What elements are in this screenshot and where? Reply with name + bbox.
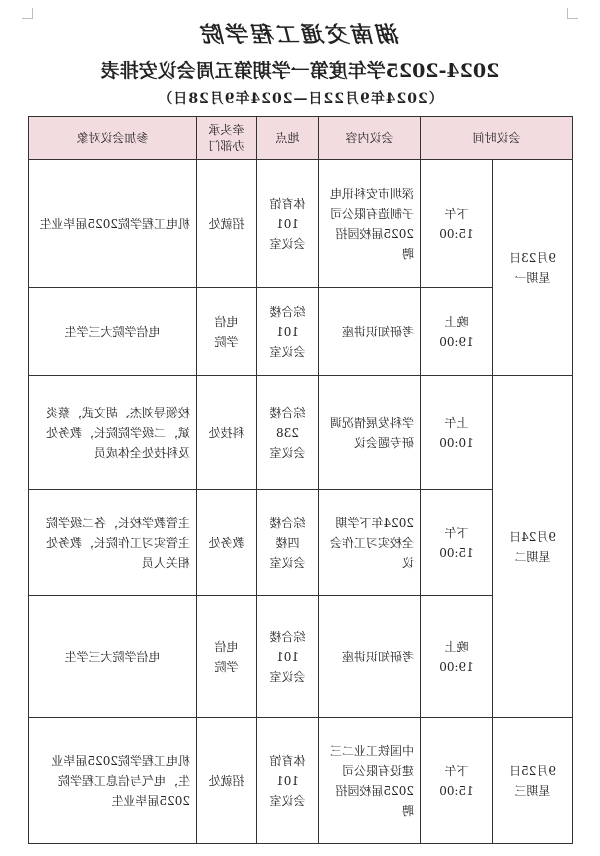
schedule-title: 2024-2025学年度第一学期第五周会议安排表	[100, 60, 500, 82]
table-row	[29, 160, 573, 288]
attendees-cell: 机电工程学院2025届毕业生，电气与信息工程学院2025届毕业生	[29, 718, 197, 844]
place-cell: 综合楼 101 会议室	[257, 596, 319, 718]
content-cell: 深圳市安科讯电子制造有限公司2025届校园招聘	[319, 160, 421, 288]
table-row	[29, 596, 573, 718]
attendees-cell: 机电工程学院2025届毕业生	[29, 160, 197, 288]
table-row	[29, 490, 573, 596]
attendees-cell: 主管教学校长，各二级学院主管实习工作院长，教务处相关人员	[29, 490, 197, 596]
content-cell: 考研知识讲座	[319, 288, 421, 376]
dept-cell: 教务处	[197, 490, 257, 596]
time-cell: 上午 10:00	[421, 376, 493, 490]
dept-cell: 招就处	[197, 718, 257, 844]
place-cell: 体育馆 101 会议室	[257, 160, 319, 288]
table-row	[29, 718, 573, 844]
place-cell: 综合楼 101 会议室	[257, 288, 319, 376]
dept-cell: 招就处	[197, 160, 257, 288]
day-cell: 9月24日 星期二	[493, 376, 573, 718]
day-cell: 9月25日 星期三	[493, 718, 573, 844]
content-cell: 2024年下学期全校实习工作会议	[319, 490, 421, 596]
time-cell: 下午 15:00	[421, 718, 493, 844]
header-time: 会议时间	[421, 117, 573, 160]
content-cell: 中国铁工业二三建设有限公司2025届校园招聘	[319, 718, 421, 844]
dept-cell: 电信 学院	[197, 288, 257, 376]
place-cell: 综合楼 四楼 会议室	[257, 490, 319, 596]
content-cell: 学科发展情况调研专题会议	[319, 376, 421, 490]
time-cell: 下午 15:00	[421, 160, 493, 288]
time-cell: 下午 15:00	[421, 490, 493, 596]
time-cell: 晚上 19:00	[421, 288, 493, 376]
attendees-cell: 电信学院大三学生	[29, 596, 197, 718]
meeting-schedule-table	[28, 116, 573, 844]
place-cell: 体育馆 101 会议室	[257, 718, 319, 844]
content-cell: 考研知识讲座	[319, 596, 421, 718]
table-header-row	[29, 117, 573, 160]
header-content: 会议内容	[319, 117, 421, 160]
time-cell: 晚上 19:00	[421, 596, 493, 718]
attendees-cell: 电信学院大三学生	[29, 288, 197, 376]
table-row	[29, 288, 573, 376]
attendees-cell: 校领导刘杰、胡文武，蔡炎斌，二级学院院长，教务处及科技处全体成员	[29, 376, 197, 490]
dept-cell: 电信 学院	[197, 596, 257, 718]
header-dept: 牵头承办部门	[197, 117, 257, 160]
day-cell: 9月23日 星期一	[493, 160, 573, 376]
header-attendees: 参加会议对象	[29, 117, 197, 160]
table-row	[29, 376, 573, 490]
header-place: 地点	[257, 117, 319, 160]
date-range: （2024年9月22日—2024年9月28日）	[157, 91, 443, 107]
place-cell: 综合楼 238 会议室	[257, 376, 319, 490]
school-name: 湖南交通工程学院	[200, 22, 401, 48]
dept-cell: 科技处	[197, 376, 257, 490]
